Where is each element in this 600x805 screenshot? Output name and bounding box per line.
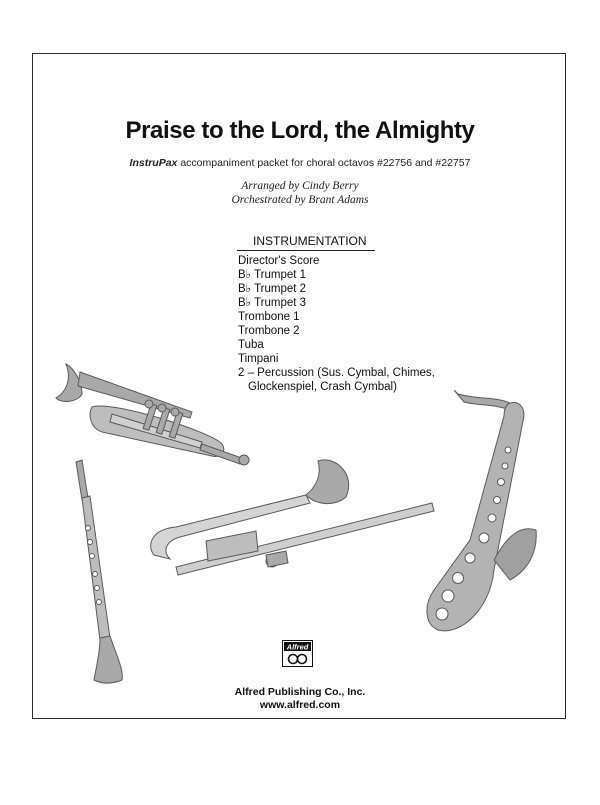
orchestrator-credit: Orchestrated by Brant Adams: [231, 194, 369, 206]
instrument-item: 2 – Percussion (Sus. Cymbal, Chimes,: [238, 367, 435, 379]
instrument-item: Trombone 2: [238, 325, 300, 337]
instrumentation-list: [238, 254, 435, 394]
arranger-credit: Arranged by Cindy Berry: [241, 180, 359, 192]
instrument-item: B♭ Trumpet 2: [238, 283, 307, 295]
subtitle-text: accompaniment packet for choral octavos #22756 and #22757: [177, 157, 471, 169]
instrument-item: Tuba: [238, 339, 264, 351]
clarinet-icon: [70, 458, 130, 686]
instrument-item: B♭ Trumpet 3: [238, 297, 307, 309]
instrument-item: Glockenspiel, Crash Cymbal): [248, 381, 397, 393]
svg-text:Alfred: Alfred: [286, 642, 309, 652]
publisher-name: Alfred Publishing Co., Inc.: [234, 686, 366, 698]
page-title: Praise to the Lord, the Almighty: [125, 117, 475, 144]
instrument-item: B♭ Trumpet 1: [238, 269, 307, 281]
instrumentation-heading: INSTRUMENTATION: [237, 234, 375, 251]
instrument-item: Timpani: [238, 353, 279, 365]
instrument-item: Director's Score: [238, 255, 320, 267]
trumpet-icon: [52, 352, 252, 472]
subtitle: [0, 157, 600, 169]
publisher-website: www.alfred.com: [259, 699, 341, 711]
trombone-icon: [146, 455, 436, 585]
brand-name: InstruPax: [129, 157, 178, 169]
alfred-logo: [282, 640, 313, 667]
saxophone-icon: [420, 390, 550, 640]
instrument-item: Trombone 1: [238, 311, 300, 323]
